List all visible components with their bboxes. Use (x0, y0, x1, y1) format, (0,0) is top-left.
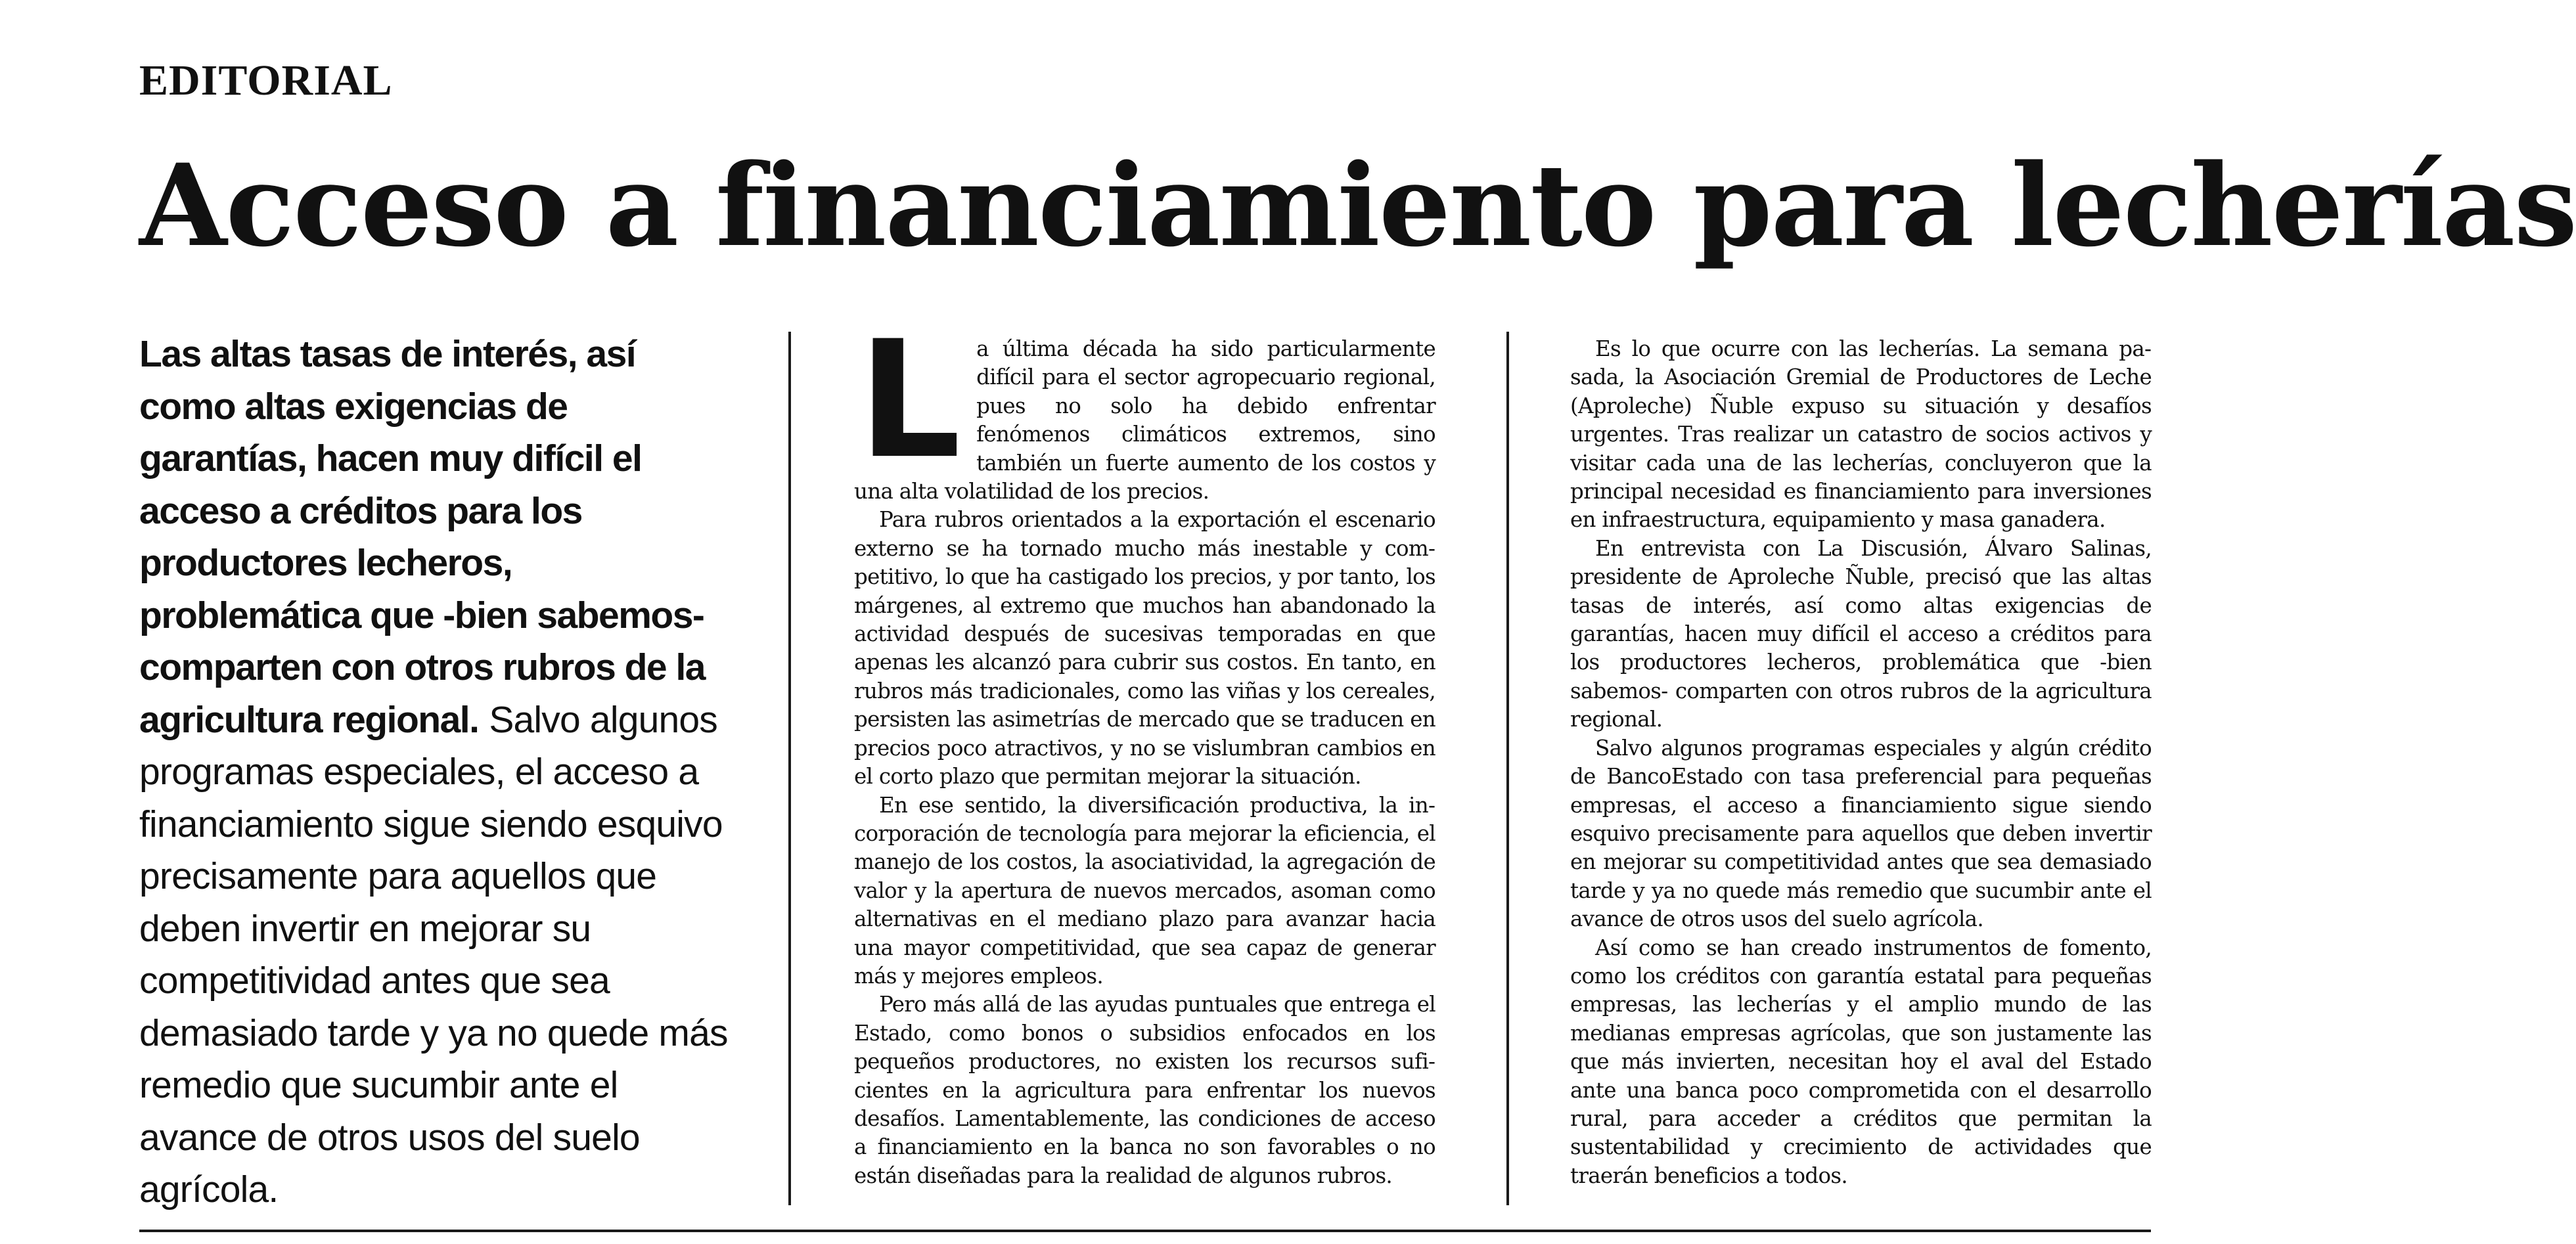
lead-text: Salvo algunos programas especiales, el acceso a financiamiento sigue siendo esquivo precisamente para aquellos que deben invertir en mejorar su competitividad antes que sea demasiado tarde y ya no quede más remedio que sucumbir ante el avance de otros usos del suelo agrícola. (139, 698, 728, 1211)
body-paragraph: Para rubros orientados a la exportación el escenario externo se ha tornado mucho más inestable y competitivo, lo que ha castigado los precios, y por tanto, los márgenes, al extremo que muchos han abandonado la actividad después de sucesivas temporadas en que apenas les alcanzó para cubrir sus costos. En tanto, en rubros más tradicionales, como las viñas y los cereales, persisten las asimetrías de mercado que se traducen en precios poco atractivos, y no se vislumbran cambios en el corto plazo que permitan mejorar la situación. (854, 507, 1435, 789)
body-column-left (854, 307, 1435, 1190)
bottom-rule (139, 1230, 2151, 1232)
drop-cap: L (858, 307, 961, 495)
body-paragraph: Pero más allá de las ayudas puntuales que entrega el Estado, como bonos o subsidios enfocados en los pequeños productores, no existen los recursos suficientes en la agricultura para enfrentar los nuevos desafíos. Lamentablemente, las condiciones de acceso a financiamiento en la banca no son favorables o no están diseñadas para la realidad de algunos rubros. (854, 992, 1435, 1188)
body-paragraph-text: a última década ha sido particularmente difícil para el sector agropecuario regional, pues no solo ha debido enfrentar fenómenos climáticos extremos, sino también un fuerte aumento de los costos y una alta volatilidad de los precios. (854, 336, 1435, 504)
body-paragraph (854, 307, 1435, 506)
body-paragraph: En ese sentido, la diversificación productiva, la incorporación de tecnología para mejorar la eficiencia, el manejo de los costos, la asociatividad, la agregación de valor y la apertura de nuevos mercados, asoman como alternativas en el mediano plazo para avanzar hacia una mayor competitividad, que sea capaz de generar más y mejores empleos. (854, 792, 1435, 989)
section-label: EDITORIAL (139, 56, 393, 104)
body-paragraph: Así como se han creado instrumentos de fomento, como los créditos con garantía estatal para pequeñas empresas, las lecherías y el amplio mundo de las medianas empresas agrícolas, que son justamente las que más invierten, necesitan hoy el aval del Estado ante una banca poco comprometida con el desarrollo rural, para acceder a créditos que permitan la sustentabilidad y crecimiento de actividades que traerán beneficios a todos. (1570, 935, 2152, 1188)
column-divider-right (1506, 332, 1509, 1205)
body-paragraph: Es lo que ocurre con las lecherías. La semana pasada, la Asociación Gremial de Productores de Leche (Aproleche) Ñuble expuso su situación y desafíos urgentes. Tras realizar un catastro de socios activos y visitar cada una de las lecherías, concluyeron que la principal necesidad es financiamiento para inversiones en infraestructura, equipamiento y masa ganadera. (1570, 336, 2152, 533)
lead-paragraph (139, 328, 731, 1216)
headline: Acceso a financiamiento para lecherías (139, 139, 2576, 272)
body-paragraph: En entrevista con La Discusión, Álvaro Salinas, presidente de Aproleche Ñuble, precisó que las altas tasas de interés, así como altas exigencias de garantías, hacen muy difícil el acceso a créditos para los productores lecheros, problemática que -bien sabemos- comparten con otros rubros de la agricultura regional. (1570, 535, 2152, 732)
column-divider-left (788, 332, 791, 1205)
body-column-right (1570, 335, 2152, 1190)
body-paragraph: Salvo algunos programas especiales y algún crédito de BancoEstado con tasa preferencial para pequeñas empresas, el acceso a financiamiento sigue siendo esquivo precisamente para aquellos que deben invertir en mejorar su competitividad antes que sea demasiado tarde y ya no quede más remedio que sucumbir ante el avance de otros usos del suelo agrícola. (1570, 735, 2152, 932)
lead-highlight: Las altas tasas de interés, así como altas exigencias de garantías, hacen muy difícil el acceso a créditos para los productores lecheros, problemática que -bien sabemos- comparten con otros rubros de la agricultura regional. (139, 333, 705, 741)
